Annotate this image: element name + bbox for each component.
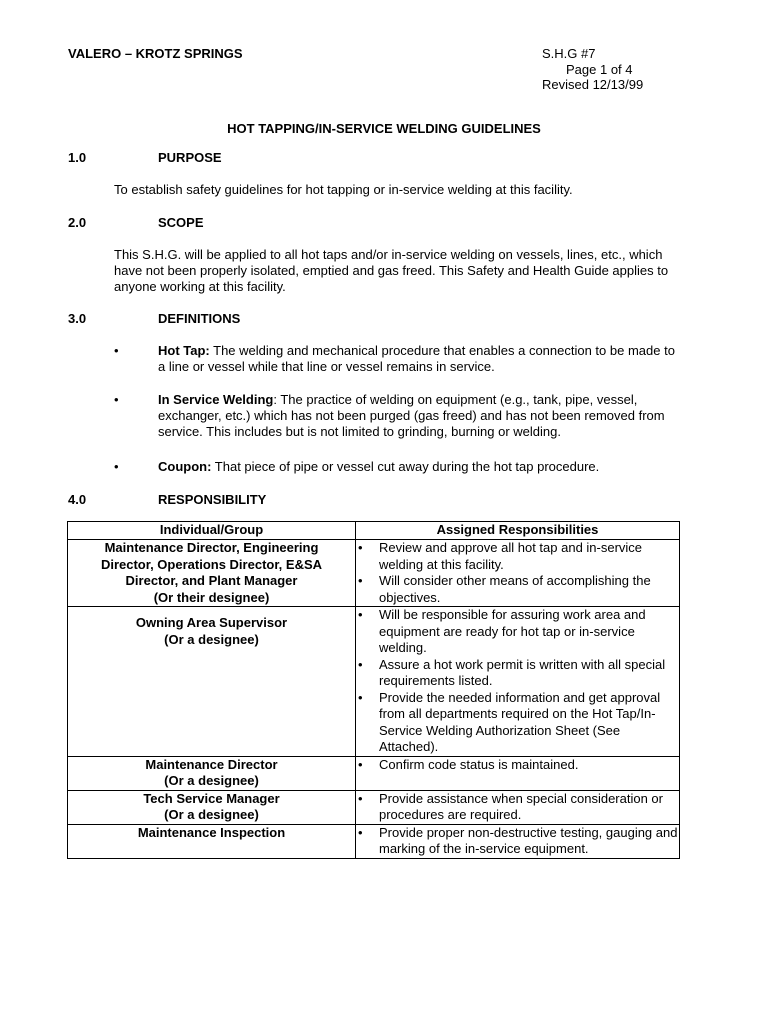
responsibility-item: • Confirm code status is maintained. <box>356 757 679 774</box>
section-number-purpose: 1.0 <box>68 150 87 165</box>
responsibility-item: • Provide the needed information and get approval from all departments required on the Hot Tap/In-Service Welding Authorization Sheet (See Attached). <box>356 690 679 756</box>
responsibilities-cell <box>356 756 680 790</box>
column-header-assigned-responsibilities: Assigned Responsibilities <box>356 522 680 540</box>
group-cell <box>68 540 356 607</box>
bullet-icon: • <box>114 392 119 407</box>
definition-text: service. This includes but is not limited to grinding, burning or welding. <box>158 424 561 439</box>
responsibility-table <box>67 521 680 859</box>
responsibility-item: • Assure a hot work permit is written with all special requirements listed. <box>356 657 679 690</box>
responsibility-item: • Provide assistance when special consideration or procedures are required. <box>356 791 679 824</box>
responsibility-item: • Provide proper non-destructive testing, gauging and marking of the in-service equipment. <box>356 825 679 858</box>
definition-in-service-welding <box>158 392 708 440</box>
definition-term: Hot Tap: <box>158 343 210 358</box>
group-line: Maintenance Director <box>145 756 278 772</box>
section-title-definitions: DEFINITIONS <box>158 311 241 326</box>
group-cell <box>68 824 356 858</box>
column-header-individual-group: Individual/Group <box>68 522 356 540</box>
responsibilities-cell <box>356 540 680 607</box>
document-info <box>542 46 662 93</box>
group-cell <box>68 790 356 824</box>
definition-text: exchanger, etc.) which has not been purged (gas freed) and has not been removed from <box>158 408 665 423</box>
group-line: (Or their designee) <box>153 589 270 605</box>
responsibilities-cell <box>356 824 680 858</box>
section-title-responsibility: RESPONSIBILITY <box>158 492 267 507</box>
group-cell <box>68 756 356 790</box>
table-row <box>68 790 680 824</box>
section-number-definitions: 3.0 <box>68 311 87 326</box>
section-number-responsibility: 4.0 <box>68 492 87 507</box>
table-row <box>68 540 680 607</box>
definition-text: That piece of pipe or vessel cut away during the hot tap procedure. <box>211 459 600 474</box>
group-line: Director, Operations Director, E&SA <box>100 556 323 572</box>
scope-line: anyone working at this facility. <box>114 279 286 294</box>
section-number-scope: 2.0 <box>68 215 87 230</box>
table-row <box>68 756 680 790</box>
responsibility-item: • Will consider other means of accomplishing the objectives. <box>356 573 679 606</box>
table-row <box>68 824 680 858</box>
scope-text <box>114 247 714 295</box>
section-title-purpose: PURPOSE <box>158 150 222 165</box>
responsibilities-cell <box>356 607 680 757</box>
definition-hot-tap <box>158 343 708 375</box>
definition-term: In Service Welding <box>158 392 274 407</box>
group-line: (Or a designee) <box>164 773 259 788</box>
bullet-icon: • <box>114 343 119 358</box>
responsibility-item: • Will be responsible for assuring work area and equipment are ready for hot tap or in-service welding. <box>356 607 679 657</box>
scope-line: have not been properly isolated, emptied and gas freed. This Safety and Health Guide applies to <box>114 263 669 278</box>
group-cell <box>68 607 356 757</box>
revision-date: Revised 12/13/99 <box>542 77 644 92</box>
purpose-text: To establish safety guidelines for hot tapping or in-service welding at this facility. <box>114 182 573 197</box>
responsibility-item: • Review and approve all hot tap and in-service welding at this facility. <box>356 540 679 573</box>
bullet-icon: • <box>114 459 119 474</box>
group-line: Director, and Plant Manager <box>125 573 298 588</box>
definition-term: Coupon: <box>158 459 212 474</box>
company-name: VALERO – KROTZ SPRINGS <box>68 46 243 61</box>
document-id: S.H.G #7 <box>542 46 596 61</box>
group-line: (Or a designee) <box>164 807 259 822</box>
document-title: HOT TAPPING/IN-SERVICE WELDING GUIDELINES <box>227 121 541 136</box>
page-number: Page 1 of 4 <box>566 61 633 77</box>
table-row <box>68 607 680 757</box>
group-line: Tech Service Manager <box>143 790 280 806</box>
responsibilities-cell <box>356 790 680 824</box>
definition-text: The welding and mechanical procedure that enables a connection to be made to <box>209 343 675 358</box>
definition-coupon <box>158 459 708 475</box>
group-line: Maintenance Inspection <box>137 824 286 840</box>
group-line: Maintenance Director, Engineering <box>104 540 319 555</box>
definition-text: a line or vessel while that line or vessel remains in service. <box>158 359 495 374</box>
scope-line: This S.H.G. will be applied to all hot taps and/or in-service welding on vessels, lines, etc., which <box>114 247 663 262</box>
definition-text: : The practice of welding on equipment (e.g., tank, pipe, vessel, <box>273 392 638 407</box>
section-title-scope: SCOPE <box>158 215 204 230</box>
group-line: Owning Area Supervisor <box>135 615 288 630</box>
table-header-row <box>68 522 680 540</box>
group-line: (Or a designee) <box>164 631 259 647</box>
